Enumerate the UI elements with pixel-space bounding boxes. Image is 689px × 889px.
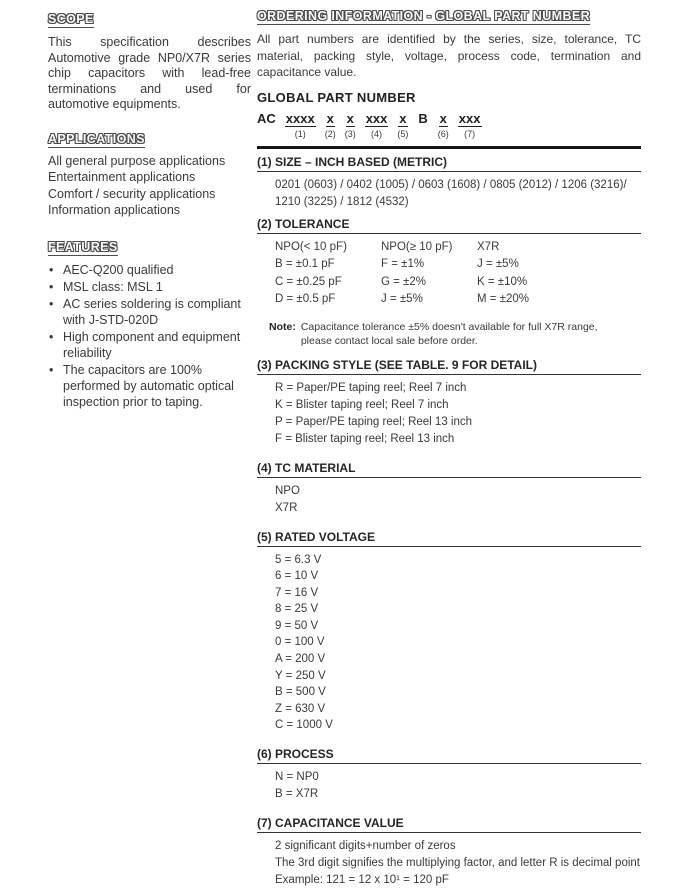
ordering-intro-paragraph: All part numbers are identified by the series, size, tolerance, TC material, packing style, voltage, process code, termination and capacitance value. [257,32,641,79]
section-title-rated-voltage: (5) RATED VOLTAGE [257,530,641,547]
voltage-option: Y = 250 V [275,669,326,682]
tolerance-note [269,320,641,348]
tolerance-cell: J = ±5% [381,293,423,305]
section-title-tc-material: (4) TC MATERIAL [257,461,641,478]
tolerance-header: NPO(< 10 pF) [275,240,347,253]
note-line: Capacitance tolerance ±5% doesn't available for full X7R range, [300,320,598,333]
voltage-option: A = 200 V [275,653,326,666]
heavy-divider [257,146,641,149]
tolerance-cell: J = ±5% [477,258,519,270]
part-number-prefix: AC [257,110,276,126]
tolerance-column [381,239,477,309]
part-number-segment [345,112,356,139]
voltage-option: 6 = 10 V [275,570,319,583]
segment-code: xxx [458,110,481,126]
part-number-segment [397,112,408,139]
segment-code: x [346,110,354,126]
tolerance-cell: D = ±0.5 pF [275,293,336,305]
part-number-segment [285,112,316,139]
voltage-option: C = 1000 V [275,719,333,732]
segment-code: xxxx [285,110,315,126]
global-part-number-title: GLOBAL PART NUMBER [257,89,416,105]
section-content-capacitance-value [257,838,641,889]
tc-material-option: NPO [275,484,300,497]
right-column [257,7,641,889]
segment-code: B [418,110,428,126]
part-number-segment [458,112,482,139]
tolerance-cell: C = ±0.25 pF [275,275,342,288]
ordering-information-heading: ORDERING INFORMATION - GLOBAL PART NUMBER [257,9,591,23]
section-content-packing-style [257,380,641,448]
part-number-segment [438,112,449,139]
part-number-segment [417,112,428,138]
scope-paragraph: This specification describes Automotive grade NP0/X7R series chip capacitors with lead-free terminations and used for automotive equipments. [48,35,251,111]
segment-code: x [439,110,447,126]
feature-item: • AEC-Q200 qualified [48,262,251,278]
application-item: All general purpose applications [48,153,226,168]
segment-index: (1) [294,128,306,139]
segment-code: x [326,110,334,126]
segment-index: (2) [324,128,336,139]
segment-index: (7) [464,128,476,139]
tolerance-cell: M = ±20% [477,293,530,305]
tolerance-header: NPO(≥ 10 pF) [381,240,453,253]
section-title-capacitance-value: (7) CAPACITANCE VALUE [257,816,641,833]
section-content-rated-voltage [257,552,641,735]
voltage-option: Z = 630 V [275,702,326,715]
packing-option: F = Blister taping reel; Reel 13 inch [275,432,455,445]
application-item: Comfort / security applications [48,186,216,201]
tolerance-cell: F = ±1% [381,258,425,270]
section-title-tolerance: (2) TOLERANCE [257,217,641,234]
applications-heading: APPLICATIONS [48,131,145,146]
capacitance-rule: The 3rd digit signifies the multiplying factor, and letter R is decimal point [275,857,640,870]
segment-index: (5) [397,128,409,139]
section-title-process: (6) PROCESS [257,747,641,764]
tolerance-cell: B = ±0.1 pF [275,258,335,270]
feature-item: • AC series soldering is compliant with J-STD-020D [48,296,251,328]
voltage-option: 9 = 50 V [275,619,319,632]
tolerance-cell: G = ±2% [381,275,426,288]
segment-index: (3) [344,128,356,139]
voltage-option: 0 = 100 V [275,636,325,649]
note-label: Note: [269,320,296,333]
note-line: please contact local sale before order. [300,334,478,347]
left-column [48,10,251,411]
feature-item: • High component and equipment reliability [48,329,251,361]
capacitance-rule: 2 significant digits+number of zeros [275,840,456,853]
section-title-size: (1) SIZE – INCH BASED (METRIC) [257,155,641,172]
note-text [301,320,598,348]
feature-item: • MSL class: MSL 1 [48,279,251,295]
section-content-size [257,177,641,211]
tolerance-column [477,239,529,309]
application-item: Information applications [48,203,181,217]
segment-index: (6) [437,128,449,139]
applications-list [48,153,251,219]
voltage-option: 7 = 16 V [275,586,319,599]
capacitance-example: Example: 121 = 12 x 10¹ = 120 pF [275,874,449,887]
tc-material-option: X7R [275,501,298,514]
size-values: 0201 (0603) / 0402 (1005) / 0603 (1608) / 0805 (2012) / 1206 (3216)/ 1210 (3225) / 1812 (4532) [275,178,627,208]
segment-index: (4) [371,128,383,139]
section-title-packing-style: (3) PACKING STYLE (SEE TABLE. 9 FOR DETAIL) [257,358,641,375]
segment-code: x [399,110,407,126]
tolerance-column [275,239,381,309]
part-number-segment [365,112,389,139]
packing-option: P = Paper/PE taping reel; Reel 13 inch [275,415,473,428]
application-item: Entertainment applications [48,170,196,184]
section-content-tc-material [257,483,641,517]
section-content-tolerance [257,239,641,348]
voltage-option: 8 = 25 V [275,603,319,616]
tolerance-cell: K = ±10% [477,275,528,288]
part-number-format [257,112,641,139]
voltage-option: 5 = 6.3 V [275,553,322,566]
packing-option: K = Blister taping reel; Reel 7 inch [275,398,449,411]
features-heading: FEATURES [48,239,118,254]
tolerance-header: X7R [477,240,500,253]
voltage-option: B = 500 V [275,686,326,699]
segment-code: xxx [365,110,388,126]
feature-item: • The capacitors are 100% performed by automatic optical inspection prior to taping. [48,362,251,410]
process-option: B = X7R [275,788,319,801]
packing-option: R = Paper/PE taping reel; Reel 7 inch [275,381,467,394]
process-option: N = NP0 [275,771,319,784]
section-content-process [257,769,641,803]
scope-heading: SCOPE [48,12,94,26]
part-number-segment [325,112,336,139]
features-list [48,262,251,410]
tolerance-table [275,239,641,309]
